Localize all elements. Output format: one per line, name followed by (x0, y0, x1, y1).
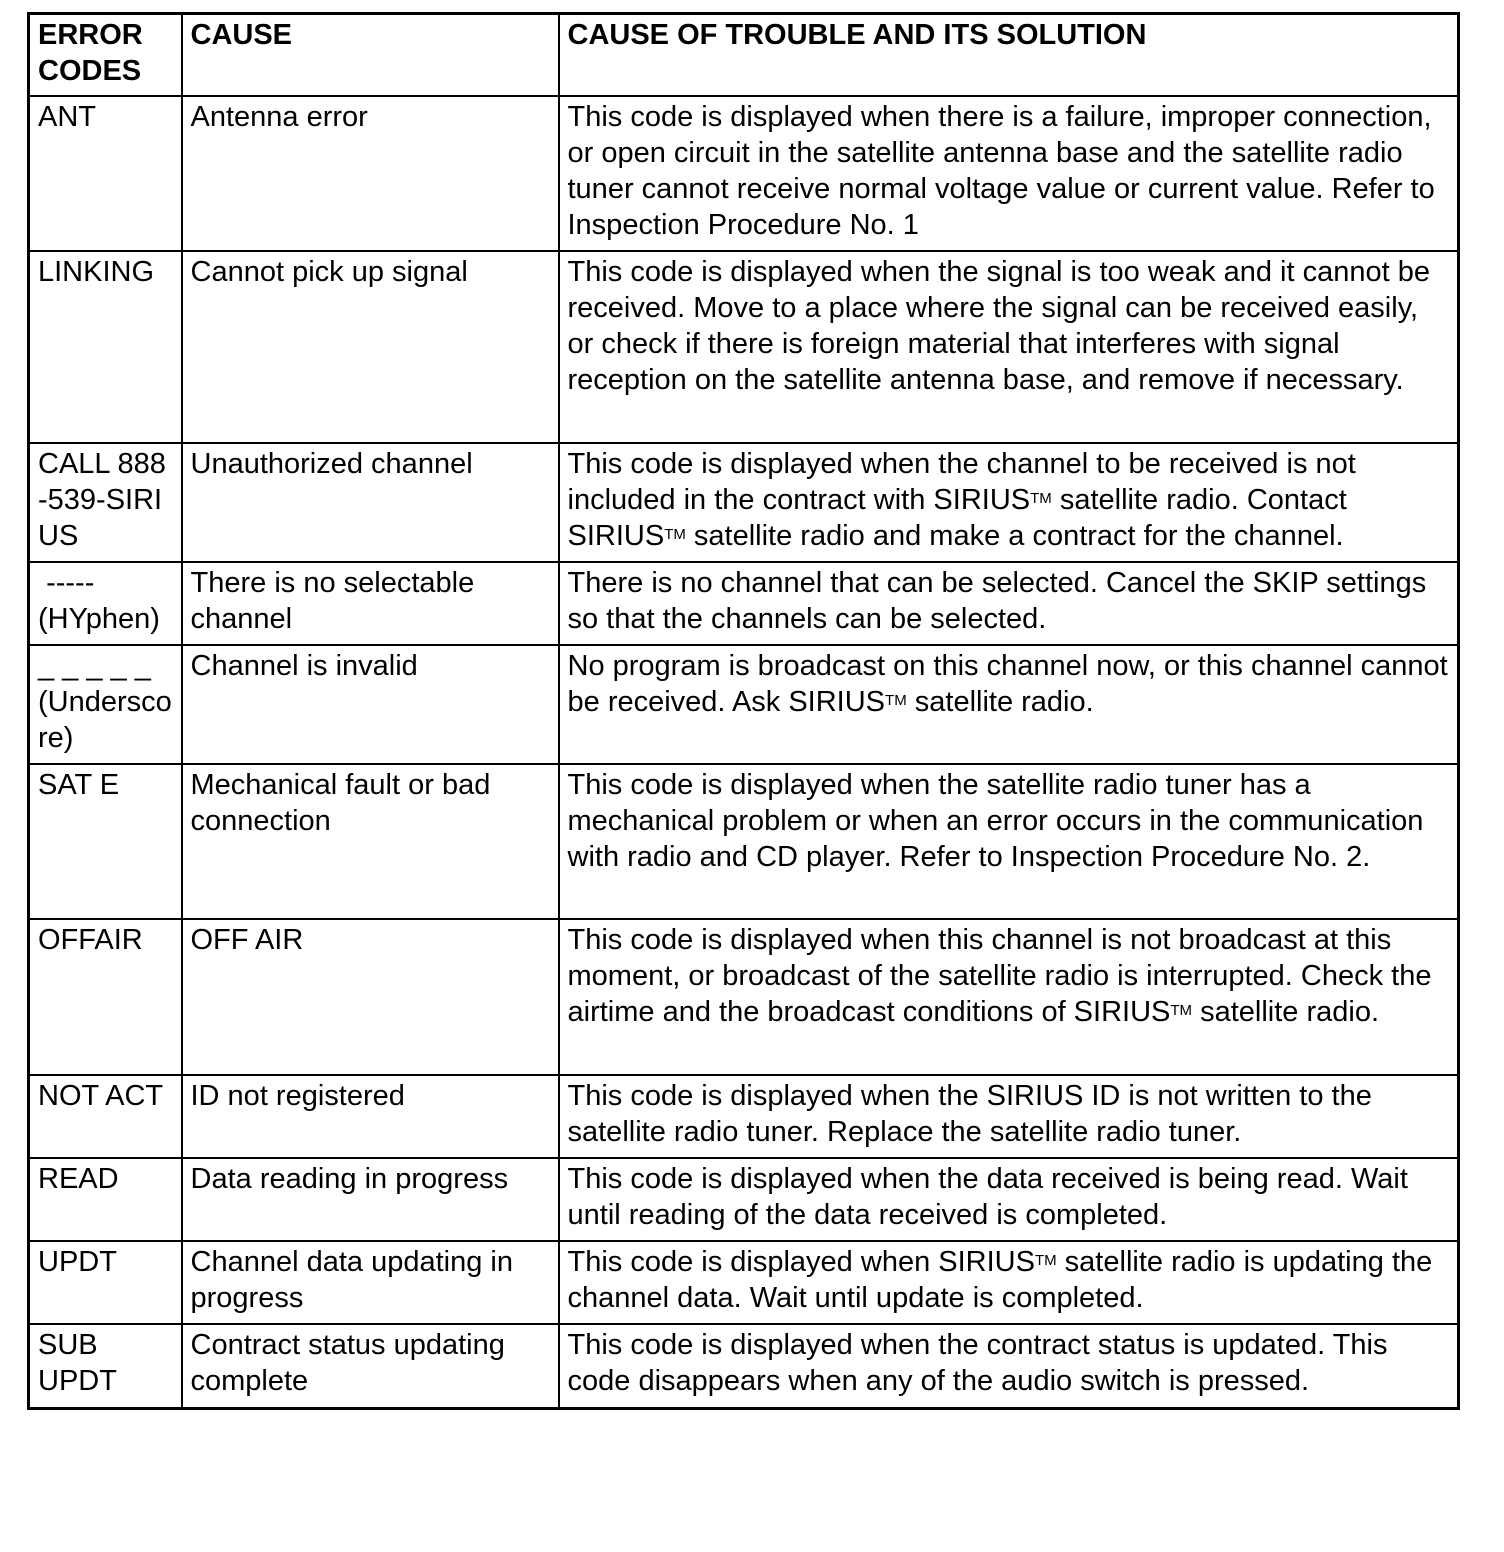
solution-text: This code is displayed when the data received is being read. Wait until reading of the data received is completed. (567, 1163, 1408, 1231)
error-code-cell: ----- (HYphen) (29, 562, 182, 645)
table-row (29, 1075, 1459, 1158)
error-code-cell: CALL 888-539-SIRIUS (29, 443, 182, 562)
cause-cell: Channel is invalid (182, 645, 559, 764)
error-codes-table (27, 12, 1460, 1410)
error-code-cell: LINKING (29, 251, 182, 443)
table-row (29, 443, 1459, 562)
error-code-cell: SUB UPDT (29, 1324, 182, 1408)
solution-cell (559, 96, 1459, 251)
solution-text: This code is displayed when the channel to be received is not included in the contract with SIRIUS (567, 448, 1356, 516)
solution-text: This code is displayed when the SIRIUS ID is not written to the satellite radio tuner. Replace the satellite radio tuner. (567, 1080, 1372, 1148)
cause-cell: Antenna error (182, 96, 559, 251)
table-row (29, 96, 1459, 251)
header-cause: CAUSE (182, 14, 559, 97)
solution-cell (559, 251, 1459, 443)
table-row (29, 919, 1459, 1075)
solution-text: satellite radio and make a contract for the channel. (685, 520, 1344, 552)
error-code-cell: ANT (29, 96, 182, 251)
cause-cell: There is no selectable channel (182, 562, 559, 645)
solution-text: This code is displayed when the satellite radio tuner has a mechanical problem or when an error occurs in the communication with radio and CD player. Refer to Inspection Procedure No. 2. (567, 769, 1424, 873)
cause-cell: OFF AIR (182, 919, 559, 1075)
solution-cell (559, 1158, 1459, 1241)
solution-text: There is no channel that can be selected. Cancel the SKIP settings so that the channels can be selected. (567, 567, 1427, 635)
table-row (29, 562, 1459, 645)
solution-text: This code is displayed when there is a failure, improper connection, or open circuit in the satellite antenna base and the satellite radio tuner cannot receive normal voltage value or current value. Refer to Inspection Procedure No. 1 (567, 101, 1435, 241)
cause-cell: Mechanical fault or bad connection (182, 764, 559, 919)
cause-cell: Unauthorized channel (182, 443, 559, 562)
error-code-cell: OFFAIR (29, 919, 182, 1075)
solution-cell (559, 919, 1459, 1075)
table-row (29, 1324, 1459, 1408)
cause-cell: Contract status updating complete (182, 1324, 559, 1408)
error-code-cell: READ (29, 1158, 182, 1241)
table-row (29, 1241, 1459, 1324)
table-body (29, 96, 1459, 1408)
solution-cell (559, 443, 1459, 562)
cause-cell: Channel data updating in progress (182, 1241, 559, 1324)
solution-text: This code is displayed when the signal is too weak and it cannot be received. Move to a place where the signal can be received easily, or check if there is foreign material that interferes with signal reception on the satellite antenna base, and remove if necessary. (567, 256, 1430, 396)
trademark-mark: TM (664, 526, 686, 543)
solution-text: This code is displayed when SIRIUS (567, 1246, 1035, 1278)
solution-text: satellite radio is updating the channel data. Wait until update is completed. (567, 1246, 1433, 1314)
trademark-mark: TM (1170, 1002, 1193, 1019)
header-solution: CAUSE OF TROUBLE AND ITS SOLUTION (559, 14, 1459, 97)
cause-cell: Cannot pick up signal (182, 251, 559, 443)
table-row (29, 251, 1459, 443)
solution-text: satellite radio. (906, 686, 1094, 718)
solution-text: No program is broadcast on this channel now, or this channel cannot be received. Ask SIRIUS (567, 650, 1448, 718)
trademark-mark: TM (885, 692, 907, 709)
error-code-cell: SAT E (29, 764, 182, 919)
solution-cell (559, 1324, 1459, 1408)
solution-text: This code is displayed when the contract status is updated. This code disappears when any of the audio switch is pressed. (567, 1329, 1388, 1397)
trademark-mark: TM (1034, 1252, 1057, 1269)
error-code-cell: _ _ _ _ _ (Underscore) (29, 645, 182, 764)
table-header-row (29, 14, 1459, 97)
error-code-cell: UPDT (29, 1241, 182, 1324)
solution-text: satellite radio. (1192, 996, 1380, 1028)
table-row (29, 1158, 1459, 1241)
solution-cell (559, 764, 1459, 919)
solution-text: satellite radio. Contact SIRIUS (567, 484, 1347, 552)
cause-cell: ID not registered (182, 1075, 559, 1158)
solution-cell (559, 645, 1459, 764)
solution-cell (559, 1075, 1459, 1158)
header-error-codes: ERROR CODES (29, 14, 182, 97)
error-code-cell: NOT ACT (29, 1075, 182, 1158)
solution-cell (559, 562, 1459, 645)
solution-text: This code is displayed when this channel is not broadcast at this moment, or broadcast of the satellite radio is interrupted. Check the airtime and the broadcast conditions of SIRIUS (567, 924, 1432, 1028)
table-row (29, 645, 1459, 764)
trademark-mark: TM (1030, 490, 1052, 507)
solution-cell (559, 1241, 1459, 1324)
table-row (29, 764, 1459, 919)
cause-cell: Data reading in progress (182, 1158, 559, 1241)
